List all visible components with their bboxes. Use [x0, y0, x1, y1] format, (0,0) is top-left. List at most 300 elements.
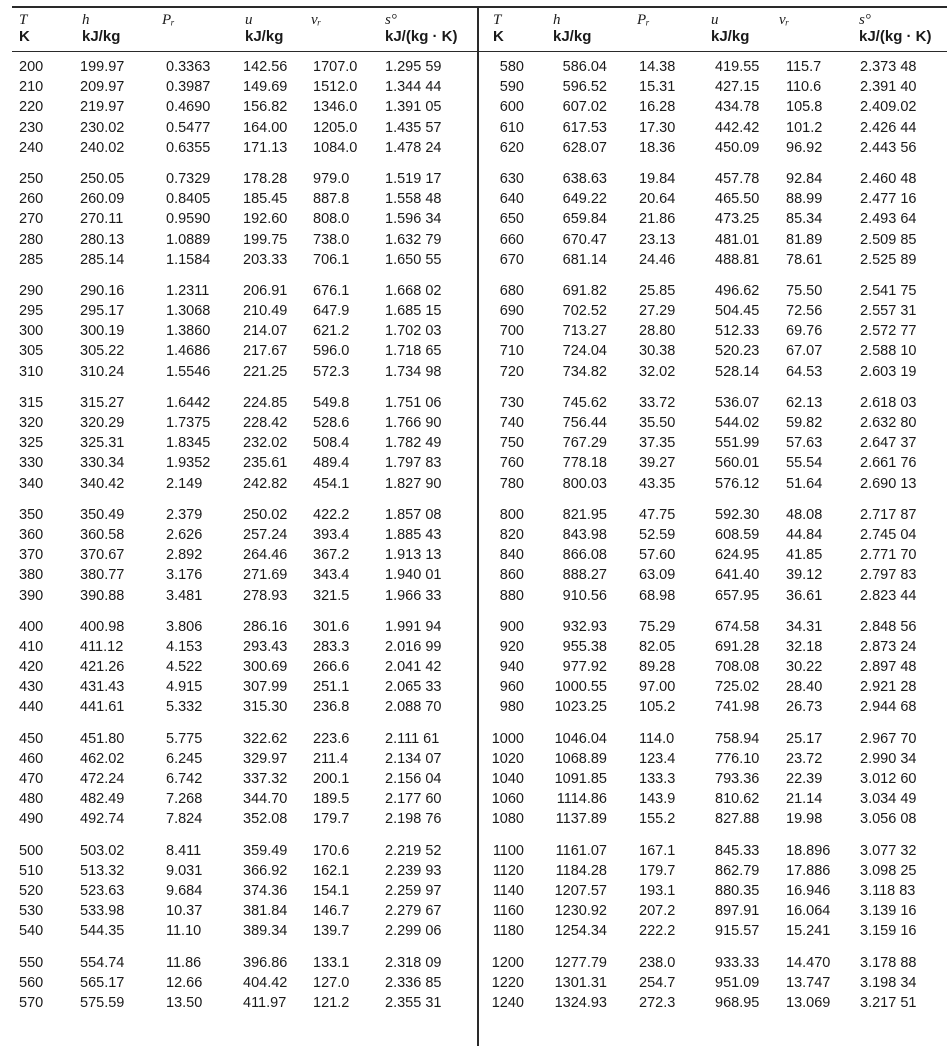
- table-row: [479, 729, 947, 749]
- cell-temperature: 490: [19, 811, 44, 828]
- cell-temperature: 410: [19, 638, 44, 655]
- cell-relative-volume: 13.069: [786, 994, 831, 1011]
- cell-enthalpy: 330.34: [80, 455, 125, 472]
- cell-relative-pressure: 2.379: [166, 506, 203, 523]
- cell-relative-volume: 154.1: [313, 882, 350, 899]
- cell-enthalpy: 340.42: [80, 475, 125, 492]
- cell-relative-volume: 1084.0: [313, 139, 358, 156]
- cell-entropy: 1.596 34: [385, 211, 442, 228]
- cell-relative-volume: 367.2: [313, 547, 350, 564]
- cell-entropy: 3.012 60: [860, 771, 917, 787]
- cell-relative-volume: 266.6: [313, 659, 350, 676]
- cell-relative-volume: 393.4: [313, 526, 350, 543]
- table-row: [479, 453, 947, 473]
- cell-temperature: 640: [499, 191, 524, 208]
- cell-internal-energy: 880.35: [715, 882, 760, 899]
- cell-enthalpy: 977.92: [562, 659, 607, 676]
- cell-relative-volume: 44.84: [786, 526, 823, 543]
- cell-relative-volume: 59.82: [786, 415, 823, 431]
- cell-temperature: 400: [19, 618, 44, 635]
- cell-entropy: 2.134 07: [385, 750, 442, 767]
- cell-temperature: 310: [19, 363, 44, 380]
- cell-relative-pressure: 97.00: [639, 679, 676, 696]
- cell-relative-volume: 23.72: [786, 750, 823, 767]
- cell-internal-energy: 915.57: [715, 923, 760, 940]
- cell-relative-volume: 57.63: [786, 435, 823, 452]
- cell-internal-energy: 337.32: [243, 771, 288, 787]
- cell-internal-energy: 224.85: [243, 394, 288, 411]
- cell-temperature: 530: [19, 903, 44, 920]
- table-row: [0, 321, 476, 341]
- table-row: [0, 953, 476, 973]
- cell-enthalpy: 285.14: [80, 251, 125, 268]
- cell-relative-pressure: 222.2: [639, 923, 676, 940]
- cell-enthalpy: 462.02: [80, 750, 125, 767]
- cell-entropy: 2.041 42: [385, 659, 442, 676]
- cell-relative-pressure: 28.80: [639, 323, 676, 340]
- row-group: [479, 729, 947, 830]
- cell-enthalpy: 691.82: [562, 282, 607, 299]
- row-group: [479, 505, 947, 606]
- cell-relative-pressure: 3.806: [166, 618, 203, 635]
- cell-relative-pressure: 57.60: [639, 547, 676, 564]
- cell-enthalpy: 1068.89: [554, 750, 607, 767]
- table-row: [479, 921, 947, 941]
- cell-internal-energy: 404.42: [243, 974, 288, 991]
- cell-internal-energy: 657.95: [715, 587, 760, 604]
- cell-internal-energy: 257.24: [243, 526, 288, 543]
- cell-enthalpy: 756.44: [562, 415, 607, 431]
- cell-temperature: 300: [19, 323, 44, 340]
- cell-relative-pressure: 207.2: [639, 903, 676, 920]
- cell-temperature: 325: [19, 435, 44, 452]
- cell-relative-pressure: 32.02: [639, 363, 676, 380]
- cell-relative-pressure: 238.0: [639, 954, 676, 971]
- cell-internal-energy: 810.62: [715, 791, 760, 808]
- cell-internal-energy: 411.97: [243, 994, 287, 1011]
- cell-internal-energy: 344.70: [243, 791, 288, 808]
- cell-internal-energy: 278.93: [243, 587, 288, 604]
- cell-enthalpy: 421.26: [80, 659, 125, 676]
- cell-temperature: 600: [499, 99, 524, 116]
- cell-temperature: 480: [19, 791, 44, 808]
- table-row: [479, 341, 947, 361]
- cell-relative-pressure: 133.3: [639, 771, 676, 787]
- cell-relative-pressure: 0.8405: [166, 191, 211, 208]
- table-header-left: [0, 8, 476, 51]
- table-row: [479, 362, 947, 382]
- cell-entropy: 2.603 19: [860, 363, 917, 380]
- cell-internal-energy: 845.33: [715, 842, 760, 859]
- cell-relative-volume: 454.1: [313, 475, 350, 492]
- table-row: [0, 697, 476, 717]
- cell-temperature: 500: [19, 842, 44, 859]
- cell-entropy: 2.318 09: [385, 954, 442, 971]
- cell-relative-pressure: 4.153: [166, 638, 203, 655]
- cell-relative-pressure: 254.7: [639, 974, 676, 991]
- cell-internal-energy: 862.79: [715, 862, 760, 879]
- cell-relative-pressure: 43.35: [639, 475, 676, 492]
- table-row: [479, 77, 947, 97]
- cell-entropy: 2.016 99: [385, 638, 442, 655]
- cell-internal-energy: 271.69: [243, 567, 288, 584]
- cell-temperature: 760: [499, 455, 524, 472]
- cell-relative-volume: 16.064: [786, 903, 831, 920]
- cell-internal-energy: 228.42: [243, 415, 288, 431]
- table-row: [479, 617, 947, 637]
- cell-enthalpy: 1114.86: [556, 791, 607, 808]
- cell-relative-volume: 21.14: [786, 791, 823, 808]
- cell-internal-energy: 504.45: [715, 303, 760, 320]
- cell-entropy: 2.647 37: [860, 435, 917, 452]
- cell-relative-volume: 25.17: [786, 730, 823, 747]
- cell-temperature: 570: [19, 994, 44, 1011]
- cell-entropy: 1.632 79: [385, 231, 442, 248]
- cell-internal-energy: 465.50: [715, 191, 760, 208]
- table-row: [479, 901, 947, 921]
- cell-relative-pressure: 20.64: [639, 191, 676, 208]
- cell-entropy: 1.391 05: [385, 99, 442, 116]
- cell-internal-energy: 206.91: [243, 282, 288, 299]
- cell-temperature: 470: [19, 771, 44, 787]
- cell-relative-pressure: 1.0889: [166, 231, 211, 248]
- cell-internal-energy: 758.94: [715, 730, 760, 747]
- table-body-left: [0, 57, 476, 1024]
- cell-temperature: 980: [499, 699, 524, 716]
- cell-internal-energy: 199.75: [243, 231, 288, 248]
- cell-relative-pressure: 17.30: [639, 119, 676, 136]
- row-group: [479, 57, 947, 158]
- cell-temperature: 690: [499, 303, 524, 320]
- cell-temperature: 1040: [491, 771, 524, 787]
- table-row: [479, 586, 947, 606]
- header-relative-volume: vᵣ: [779, 12, 790, 28]
- cell-entropy: 3.198 34: [860, 974, 917, 991]
- cell-enthalpy: 472.24: [80, 771, 125, 787]
- table-row: [0, 901, 476, 921]
- cell-temperature: 560: [19, 974, 44, 991]
- cell-entropy: 1.344 44: [385, 79, 442, 96]
- table-row: [479, 749, 947, 769]
- cell-entropy: 2.797 83: [860, 567, 917, 584]
- cell-temperature: 210: [19, 79, 44, 96]
- cell-internal-energy: 232.02: [243, 435, 288, 452]
- cell-enthalpy: 1161.07: [555, 842, 607, 859]
- cell-relative-volume: 139.7: [313, 923, 350, 940]
- cell-entropy: 2.409.02: [860, 99, 917, 116]
- cell-entropy: 1.940 01: [385, 567, 442, 584]
- row-group: [479, 281, 947, 382]
- header-temperature: T K: [19, 12, 30, 45]
- table-body-right: [479, 57, 947, 1024]
- cell-internal-energy: 481.01: [715, 231, 760, 248]
- cell-relative-volume: 28.40: [786, 679, 823, 696]
- cell-temperature: 305: [19, 343, 44, 360]
- cell-internal-energy: 242.82: [243, 475, 288, 492]
- cell-relative-pressure: 3.176: [166, 567, 203, 584]
- row-group: [479, 953, 947, 1014]
- cell-temperature: 450: [19, 730, 44, 747]
- cell-internal-energy: 457.78: [715, 170, 760, 187]
- cell-enthalpy: 681.14: [562, 251, 607, 268]
- cell-relative-pressure: 47.75: [639, 506, 676, 523]
- table-row: [0, 545, 476, 565]
- cell-internal-energy: 544.02: [715, 415, 760, 431]
- cell-enthalpy: 390.88: [80, 587, 125, 604]
- header-internal-energy: u kJ/kg: [711, 12, 750, 45]
- table-row: [0, 809, 476, 829]
- cell-temperature: 960: [499, 679, 524, 696]
- cell-temperature: 360: [19, 526, 44, 543]
- cell-relative-pressure: 1.1584: [166, 251, 211, 268]
- cell-enthalpy: 607.02: [562, 99, 607, 116]
- cell-enthalpy: 1137.89: [555, 811, 607, 828]
- cell-entropy: 2.618 03: [860, 394, 917, 411]
- row-group: [0, 841, 476, 942]
- cell-relative-volume: 127.0: [313, 974, 350, 991]
- cell-enthalpy: 724.04: [562, 343, 607, 360]
- table-row: [0, 393, 476, 413]
- cell-enthalpy: 400.98: [80, 618, 125, 635]
- cell-temperature: 520: [19, 882, 44, 899]
- cell-relative-pressure: 11.10: [166, 923, 202, 940]
- cell-internal-energy: 217.67: [243, 343, 288, 360]
- cell-entropy: 1.913 13: [385, 547, 442, 564]
- cell-temperature: 430: [19, 679, 44, 696]
- table-row: [479, 57, 947, 77]
- table-row: [479, 474, 947, 494]
- cell-relative-volume: 251.1: [313, 679, 350, 696]
- cell-relative-volume: 78.61: [786, 251, 823, 268]
- cell-relative-volume: 121.2: [313, 994, 350, 1011]
- cell-relative-volume: 30.22: [786, 659, 823, 676]
- cell-relative-volume: 18.896: [786, 842, 831, 859]
- table-row: [479, 505, 947, 525]
- cell-relative-pressure: 63.09: [639, 567, 676, 584]
- table-row: [0, 586, 476, 606]
- cell-temperature: 820: [499, 526, 524, 543]
- cell-temperature: 730: [499, 394, 524, 411]
- table-row: [479, 789, 947, 809]
- cell-relative-volume: 26.73: [786, 699, 823, 716]
- cell-temperature: 670: [499, 251, 524, 268]
- table-row: [479, 97, 947, 117]
- cell-entropy: 3.139 16: [860, 903, 917, 920]
- cell-temperature: 1060: [491, 791, 524, 808]
- cell-internal-energy: 528.14: [715, 363, 760, 380]
- cell-relative-pressure: 16.28: [639, 99, 676, 116]
- cell-internal-energy: 164.00: [243, 119, 288, 136]
- cell-enthalpy: 533.98: [80, 903, 125, 920]
- cell-internal-energy: 536.07: [715, 394, 760, 411]
- cell-temperature: 290: [19, 282, 44, 299]
- cell-temperature: 250: [19, 170, 44, 187]
- cell-relative-volume: 706.1: [313, 251, 350, 268]
- cell-enthalpy: 451.80: [80, 730, 125, 747]
- cell-entropy: 1.295 59: [385, 59, 442, 75]
- cell-enthalpy: 290.16: [80, 282, 125, 299]
- cell-entropy: 2.717 87: [860, 506, 917, 523]
- cell-entropy: 2.745 04: [860, 526, 917, 543]
- cell-entropy: 2.355 31: [385, 994, 442, 1011]
- cell-internal-energy: 776.10: [715, 750, 760, 767]
- cell-entropy: 1.827 90: [385, 475, 442, 492]
- cell-relative-pressure: 105.2: [639, 699, 676, 716]
- cell-entropy: 2.661 76: [860, 455, 917, 472]
- row-group: [0, 393, 476, 494]
- cell-entropy: 1.751 06: [385, 394, 442, 411]
- cell-entropy: 2.771 70: [860, 547, 917, 564]
- cell-temperature: 1140: [492, 882, 524, 899]
- cell-temperature: 540: [19, 923, 44, 940]
- cell-temperature: 580: [499, 59, 524, 75]
- cell-relative-volume: 236.8: [313, 699, 350, 716]
- cell-relative-pressure: 1.7375: [166, 415, 211, 431]
- table-row: [0, 769, 476, 789]
- cell-relative-pressure: 23.13: [639, 231, 676, 248]
- table-row: [479, 250, 947, 270]
- cell-relative-pressure: 14.38: [639, 59, 676, 75]
- cell-enthalpy: 767.29: [562, 435, 607, 452]
- cell-enthalpy: 1230.92: [554, 903, 607, 920]
- cell-internal-energy: 951.09: [715, 974, 760, 991]
- cell-internal-energy: 624.95: [715, 547, 760, 564]
- cell-relative-pressure: 167.1: [639, 842, 676, 859]
- cell-internal-energy: 427.15: [715, 79, 760, 96]
- table-row: [0, 677, 476, 697]
- cell-internal-energy: 488.81: [715, 251, 760, 268]
- cell-relative-pressure: 193.1: [639, 882, 676, 899]
- cell-temperature: 550: [19, 954, 44, 971]
- cell-relative-volume: 32.18: [786, 638, 823, 655]
- row-group: [0, 281, 476, 382]
- cell-enthalpy: 888.27: [562, 567, 607, 584]
- cell-relative-pressure: 123.4: [639, 750, 676, 767]
- cell-entropy: 1.558 48: [385, 191, 442, 208]
- header-internal-energy: u kJ/kg: [245, 12, 284, 45]
- cell-internal-energy: 300.69: [243, 659, 288, 676]
- cell-enthalpy: 554.74: [80, 954, 125, 971]
- cell-relative-pressure: 6.245: [166, 750, 203, 767]
- table-row: [479, 769, 947, 789]
- cell-relative-volume: 1512.0: [313, 79, 358, 96]
- table-row: [479, 138, 947, 158]
- cell-temperature: 680: [499, 282, 524, 299]
- table-row: [0, 525, 476, 545]
- table-row: [0, 169, 476, 189]
- table-row: [0, 565, 476, 585]
- cell-temperature: 220: [19, 99, 44, 116]
- cell-relative-volume: 596.0: [313, 343, 350, 360]
- table-row: [479, 169, 947, 189]
- cell-relative-volume: 81.89: [786, 231, 823, 248]
- cell-entropy: 3.159 16: [860, 923, 917, 940]
- cell-relative-pressure: 6.742: [166, 771, 203, 787]
- cell-temperature: 1000: [491, 730, 524, 747]
- header-relative-volume: vᵣ: [311, 12, 322, 28]
- cell-relative-volume: 67.07: [786, 343, 823, 360]
- cell-entropy: 2.632 80: [860, 415, 917, 431]
- cell-relative-volume: 41.85: [786, 547, 823, 564]
- table-row: [479, 993, 947, 1013]
- cell-entropy: 2.557 31: [860, 303, 917, 320]
- cell-relative-pressure: 39.27: [639, 455, 676, 472]
- cell-enthalpy: 503.02: [80, 842, 125, 859]
- cell-enthalpy: 1023.25: [554, 699, 607, 716]
- table-row: [0, 281, 476, 301]
- cell-relative-pressure: 0.4690: [166, 99, 211, 116]
- cell-enthalpy: 1277.79: [554, 954, 607, 971]
- cell-relative-volume: 162.1: [313, 862, 350, 879]
- cell-temperature: 940: [499, 659, 524, 676]
- cell-entropy: 2.967 70: [860, 730, 917, 747]
- cell-entropy: 1.797 83: [385, 455, 442, 472]
- cell-entropy: 1.685 15: [385, 303, 442, 320]
- table-row: [0, 505, 476, 525]
- table-row: [479, 230, 947, 250]
- cell-internal-energy: 264.46: [243, 547, 288, 564]
- cell-relative-pressure: 15.31: [639, 79, 676, 96]
- cell-temperature: 720: [499, 363, 524, 380]
- cell-entropy: 1.991 94: [385, 618, 442, 635]
- cell-relative-volume: 110.6: [786, 79, 822, 96]
- cell-internal-energy: 496.62: [715, 282, 760, 299]
- cell-relative-volume: 105.8: [786, 99, 823, 116]
- cell-entropy: 2.541 75: [860, 282, 917, 299]
- table-header-right: [479, 8, 947, 51]
- cell-entropy: 2.873 24: [860, 638, 917, 655]
- cell-temperature: 800: [499, 506, 524, 523]
- cell-enthalpy: 1091.85: [554, 771, 607, 787]
- cell-relative-volume: 887.8: [313, 191, 350, 208]
- cell-relative-volume: 146.7: [313, 903, 350, 920]
- cell-relative-volume: 572.3: [313, 363, 350, 380]
- header-temperature: T K: [493, 12, 504, 45]
- cell-entropy: 2.823 44: [860, 587, 917, 604]
- cell-internal-energy: 352.08: [243, 811, 288, 828]
- table-row: [0, 362, 476, 382]
- cell-enthalpy: 360.58: [80, 526, 125, 543]
- cell-relative-volume: 211.4: [313, 750, 349, 767]
- cell-relative-volume: 549.8: [313, 394, 350, 411]
- cell-entropy: 2.219 52: [385, 842, 442, 859]
- cell-entropy: 2.239 93: [385, 862, 442, 879]
- cell-enthalpy: 910.56: [562, 587, 607, 604]
- cell-internal-energy: 185.45: [243, 191, 288, 208]
- cell-temperature: 880: [499, 587, 524, 604]
- cell-relative-pressure: 33.72: [639, 394, 676, 411]
- table-row: [479, 301, 947, 321]
- cell-enthalpy: 300.19: [80, 323, 125, 340]
- cell-relative-volume: 1707.0: [313, 59, 358, 75]
- cell-enthalpy: 441.61: [80, 699, 125, 716]
- cell-relative-volume: 88.99: [786, 191, 823, 208]
- cell-temperature: 460: [19, 750, 44, 767]
- cell-enthalpy: 932.93: [562, 618, 607, 635]
- cell-entropy: 2.156 04: [385, 771, 442, 787]
- cell-enthalpy: 411.12: [80, 638, 124, 655]
- cell-enthalpy: 320.29: [80, 415, 125, 431]
- table-row: [0, 841, 476, 861]
- cell-enthalpy: 523.63: [80, 882, 125, 899]
- cell-relative-volume: 676.1: [313, 282, 350, 299]
- cell-relative-volume: 422.2: [313, 506, 350, 523]
- table-row: [0, 77, 476, 97]
- header-entropy: s° kJ/(kg · K): [385, 12, 458, 45]
- cell-entropy: 1.478 24: [385, 139, 442, 156]
- table-row: [0, 789, 476, 809]
- header-entropy: s° kJ/(kg · K): [859, 12, 932, 45]
